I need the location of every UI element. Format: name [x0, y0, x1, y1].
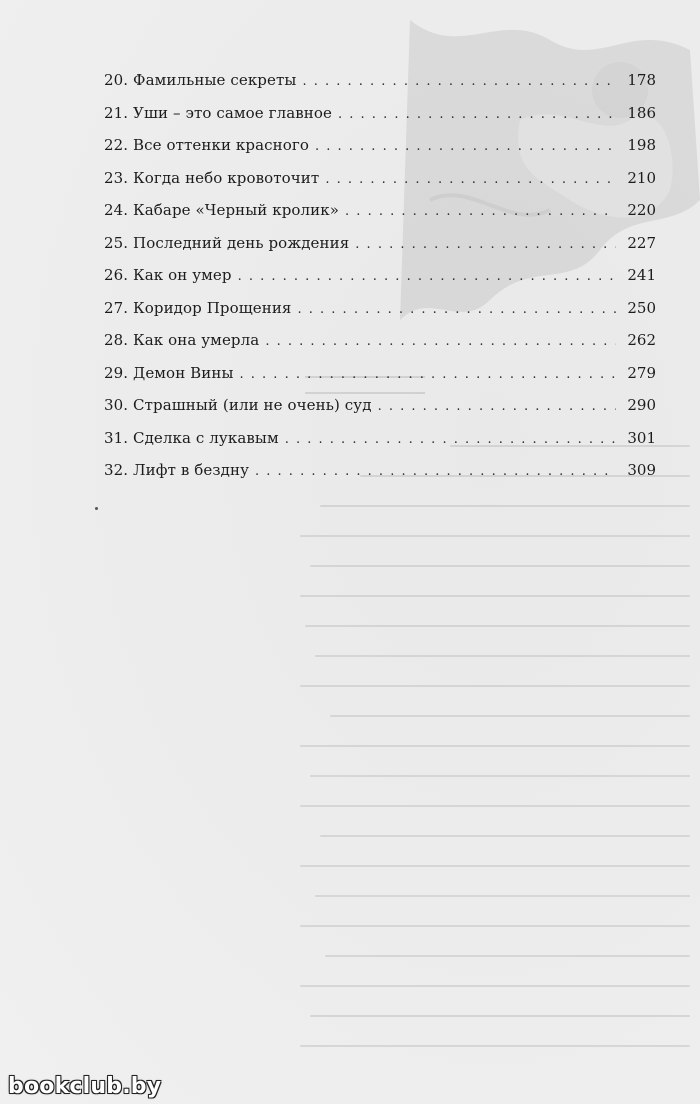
toc-entry[interactable] [104, 162, 656, 195]
toc-dot-leader [240, 359, 616, 392]
toc-dot-leader [302, 66, 616, 99]
toc-entry-title: 30. Страшный (или не очень) суд [104, 396, 372, 414]
toc-dot-leader [238, 261, 616, 294]
toc-entry-page: 262 [627, 331, 656, 349]
toc-entry[interactable] [104, 129, 656, 162]
toc-entry-page: 186 [627, 103, 656, 122]
toc-entry-page: 227 [627, 233, 656, 252]
toc-entry-title: 24. Кабаре «Черный кролик» [104, 201, 340, 219]
toc-entry-title: 20. Фамильные секреты [104, 71, 297, 89]
toc-entry[interactable] [104, 357, 656, 390]
toc-entry[interactable] [104, 64, 656, 97]
toc-entry-page: 279 [627, 363, 656, 382]
toc-entry[interactable] [104, 292, 656, 325]
toc-entry[interactable] [104, 422, 656, 455]
toc-dot-leader [255, 456, 616, 489]
toc-entry[interactable] [104, 97, 656, 130]
toc-entry-page: 220 [627, 201, 656, 219]
toc-entry-page: 290 [627, 396, 656, 414]
toc-entry-page: 301 [627, 428, 656, 447]
table-of-contents [104, 64, 656, 487]
toc-entry-page: 210 [627, 168, 656, 187]
stray-ink-dot [95, 507, 98, 510]
toc-entry[interactable] [104, 227, 656, 260]
toc-entry[interactable] [104, 389, 656, 422]
toc-entry[interactable] [104, 194, 656, 227]
toc-entry-page: 250 [627, 298, 656, 317]
toc-dot-leader [298, 294, 617, 327]
toc-entry-title: 27. Коридор Прощения [104, 298, 292, 317]
toc-dot-leader [325, 164, 616, 197]
toc-entry-title: 21. Уши – это самое главное [104, 103, 333, 122]
toc-entry-page: 241 [627, 266, 656, 284]
toc-entry-title: 29. Демон Вины [104, 363, 234, 382]
toc-entry-page: 178 [627, 71, 656, 89]
toc-dot-leader [315, 131, 616, 164]
site-watermark: bookclub.by [8, 1074, 162, 1099]
toc-entry-title: 31. Сделка с лукавым [104, 428, 279, 447]
toc-entry-title: 23. Когда небо кровоточит [104, 168, 320, 187]
toc-entry[interactable] [104, 454, 656, 487]
toc-dot-leader [285, 424, 616, 457]
toc-dot-leader [355, 229, 616, 262]
toc-entry[interactable] [104, 324, 656, 357]
toc-dot-leader [378, 391, 616, 424]
toc-dot-leader [338, 99, 616, 132]
toc-entry-title: 22. Все оттенки красного [104, 136, 309, 154]
toc-entry-page: 309 [627, 461, 656, 479]
toc-entry-title: 26. Как он умер [104, 266, 232, 284]
toc-entry-title: 28. Как она умерла [104, 331, 260, 349]
toc-entry[interactable] [104, 259, 656, 292]
toc-entry-title: 32. Лифт в бездну [104, 461, 250, 479]
toc-entry-title: 25. Последний день рождения [104, 233, 350, 252]
toc-entry-page: 198 [627, 136, 656, 154]
toc-dot-leader [345, 196, 616, 229]
toc-dot-leader [265, 326, 616, 359]
